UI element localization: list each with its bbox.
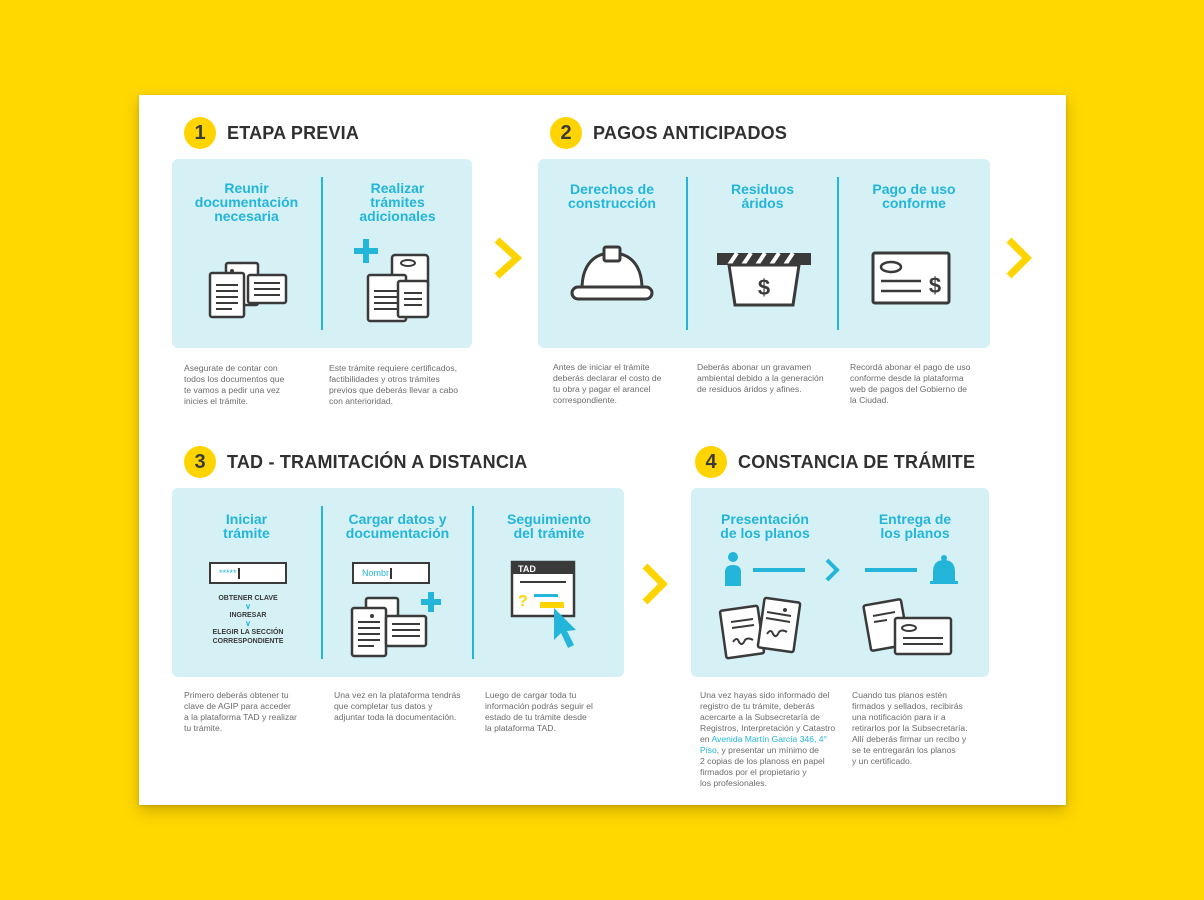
step-3-col-1-title: Iniciar trámite [223,511,270,541]
step-3-col-2-desc: Una vez en la plataforma tendrás que completar tus datos y adjuntar toda la documentación. [334,690,461,722]
step-1-number: 1 [184,117,216,149]
debris-container-icon [715,251,815,311]
step-4-col-1-desc [700,690,848,789]
step-2-col-3-title: Pago de uso conforme [872,181,956,211]
step-3-panel [172,488,624,677]
step-4-col-2-desc: Cuando tus planos estén firmados y sellados, recibirás una notificación para ir a retirarlos por la Subsecretaría. Allí deberás firmar un recibo y se te entregarán los planos y un certificado. [852,690,968,766]
payment-check-icon [871,251,951,307]
step-2-col-2-desc: Deberás abonar un gravamen ambiental debido a la generación de residuos áridos y afines. [697,362,824,394]
step-4-col-2-title: Entrega de los planos [878,511,952,541]
step-3-col-2-title: Cargar datos y documentación [345,511,450,541]
password-value: ***** [219,568,237,578]
question-mark: ? [518,593,528,610]
delivery-flow-row [725,552,965,588]
step-2-title: PAGOS ANTICIPADOS [593,122,788,143]
add-documents-icon [354,239,444,325]
bell-icon [930,555,958,584]
step-1-panel [172,159,472,348]
flow-step-choose-section: ELEGIR LA SECCIÓN CORRESPONDIENTE [212,629,284,645]
step-4-number: 4 [695,446,727,478]
step-2-col-3-desc: Recordá abonar el pago de uso conforme desde la plataforma web de pagos del Gobierno de la Ciudad. [850,362,971,405]
address-link[interactable]: Avenida Martín García 346, 4° Piso [700,734,828,755]
step-4-title: CONSTANCIA DE TRÁMITE [738,451,976,472]
signed-plans-icon [721,596,805,662]
step-3-number: 3 [184,446,216,478]
tad-window-icon [510,560,586,656]
login-flow [192,594,304,646]
step-2-col-1-desc: Antes de iniciar el trámite deberás declarar el costo de tu obra y pagar el arancel correspondiente. [553,362,662,405]
upload-documents-icon [350,592,446,660]
tad-label: TAD [518,564,536,574]
person-icon [725,552,741,586]
step-2-header [550,117,787,149]
step-3-header [184,446,527,478]
chevron-down-icon: ∨ [245,602,251,611]
step-3-col-3-desc: Luego de cargar toda tu información podrás seguir el estado de tu trámite desde la plataforma TAD. [485,690,593,733]
step-2-col-1-title: Derechos de construcción [568,181,656,211]
step-1-col-2-desc: Este trámite requiere certificados, factibilidades y otros trámites previos que deberás llevar a cabo con anterioridad. [329,363,458,406]
password-field-icon [209,562,287,584]
step-1-col-1-desc: Asegurate de contar con todos los documentos que te vamos a pedir una vez inicies el trámite. [184,363,285,406]
step-4-header [695,446,975,478]
step-3-title: TAD - TRAMITACIÓN A DISTANCIA [227,451,528,472]
name-field-icon [352,562,430,584]
hard-hat-icon [570,243,654,307]
step-4-panel [691,488,989,677]
next-step-arrow-icon [641,563,671,605]
chevron-down-icon: ∨ [245,619,251,628]
documents-icon [208,259,294,319]
currency-symbol: $ [928,273,942,298]
step-1-title: ETAPA PREVIA [227,122,360,143]
infographic-sheet [139,95,1066,805]
step-1-header [184,117,359,149]
step-2-col-2-title: Residuos áridos [730,181,794,211]
step-4-col-1-title: Presentación de los planos [720,511,810,541]
next-step-arrow-icon [1005,237,1035,279]
step-3-col-3-title: Seguimiento del trámite [506,511,591,541]
step-2-panel [538,159,990,348]
desc-text: Una vez hayas sido informado del registro de tu trámite, deberás acercarte a la Subsecretaría de Registros, Interpretación y Catastro en [700,690,836,744]
step-3-col-1-desc: Primero deberás obtener tu clave de AGIP para acceder a la plataforma TAD y realizar tu trámite. [184,690,297,733]
step-1-col-2-title: Realizar trámites adicionales [359,180,436,224]
name-placeholder: Nombr [362,568,390,578]
flow-step-login: INGRESAR [229,612,267,619]
step-1-col-1-title: Reunir documentación necesaria [194,180,299,224]
step-2-number: 2 [550,117,582,149]
desc-text: , y presentar un mínimo de 2 copias de los planoss en papel firmados por el propietario y los profesionales. [700,745,825,788]
chevron-right-icon [827,560,837,580]
received-plans-icon [863,596,959,662]
flow-step-get-key: OBTENER CLAVE [218,595,278,602]
next-step-arrow-icon [493,237,523,279]
currency-symbol: $ [757,275,771,300]
